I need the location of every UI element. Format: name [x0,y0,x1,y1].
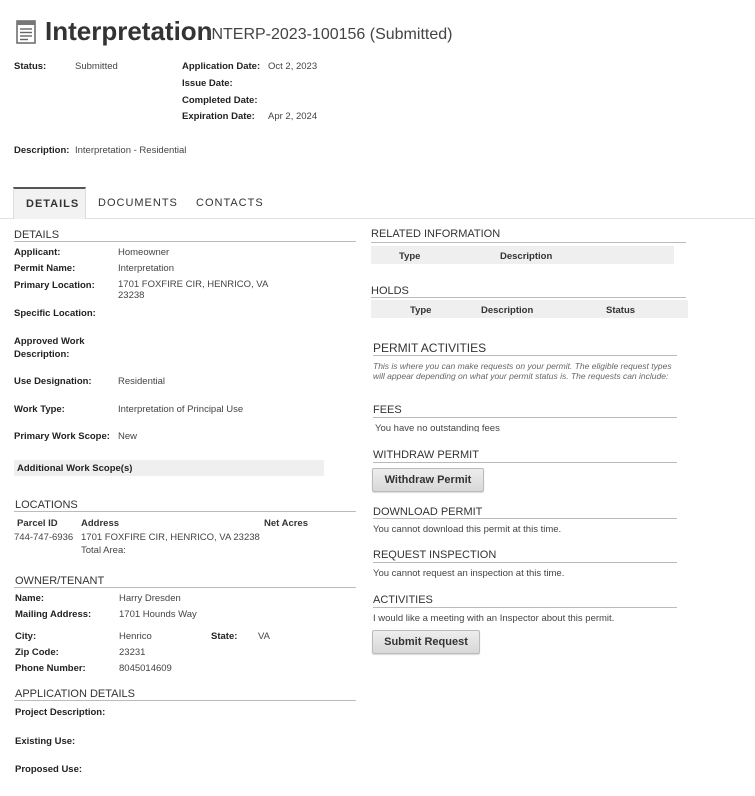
parcel-id-value: 744-747-6936 [14,532,74,543]
page-title: Interpretation [45,16,213,46]
permit-name-value: Interpretation [118,263,174,274]
state-value: VA [258,631,270,642]
expiration-date-value: Apr 2, 2024 [268,111,318,122]
tab-contacts[interactable]: CONTACTS [196,197,264,209]
specific-location-label: Specific Location: [14,308,96,319]
work-type-value: Interpretation of Principal Use [118,404,244,415]
submit-request-button[interactable]: Submit Request [372,630,480,654]
holds-col-type: Type [410,305,432,316]
related-heading-wrap [371,229,500,241]
primary-location-line2-wrap [118,290,144,299]
phone-label: Phone Number: [15,663,86,674]
status-value: Submitted [75,61,118,72]
use-designation-value: Residential [118,376,165,387]
activities-heading: ACTIVITIES [373,594,433,606]
inspection-heading: REQUEST INSPECTION [373,549,497,561]
applicant-label: Applicant: [14,247,61,258]
tab-documents[interactable]: DOCUMENTS [98,197,178,209]
approved-work-label-2: Description: [14,349,70,360]
locations-rule [14,511,356,512]
zip-value: 23231 [119,647,146,658]
work-type-label: Work Type: [14,404,65,415]
application-details-rule [14,700,356,701]
primary-work-scope-value: New [118,431,138,442]
col-address: Address [81,518,120,529]
location-address-value: 1701 FOXFIRE CIR, HENRICO, VA 23238 [81,532,260,543]
permit-activities-rule [373,355,677,356]
approved-work-label-1: Approved Work [14,336,85,347]
description-label: Description: [14,145,70,156]
locations-heading: LOCATIONS [15,499,78,511]
permit-number: INTERP-2023-100156 (Submitted) [207,26,453,43]
document-icon [16,20,36,44]
holds-heading: HOLDS [371,285,409,297]
tab-details[interactable]: DETAILS [13,187,86,219]
fees-heading: FEES [373,404,402,416]
description-value: Interpretation - Residential [75,145,187,156]
download-text: You cannot download this permit at this time. [373,524,562,535]
col-net-acres: Net Acres [264,518,309,529]
permit-activities-heading: PERMIT ACTIVITIES [373,341,487,355]
related-rule [371,242,686,243]
issue-date-label: Issue Date: [182,78,233,89]
zip-label: Zip Code: [15,647,59,658]
city-value: Henrico [119,631,152,642]
related-col-description: Description [500,251,553,262]
holds-col-description: Description [481,305,534,316]
holds-rule [371,297,686,298]
owner-name-label: Name: [15,593,45,604]
city-label: City: [15,631,37,642]
phone-value: 8045014609 [119,663,172,674]
withdraw-rule [373,462,677,463]
col-parcel-id: Parcel ID [17,518,58,529]
owner-heading: OWNER/TENANT [15,575,105,587]
proposed-use-label: Proposed Use: [15,764,83,775]
application-date-value: Oct 2, 2023 [268,61,318,72]
download-rule [373,518,677,519]
owner-rule [14,587,356,588]
applicant-value: Homeowner [118,247,170,258]
state-label: State: [211,631,238,642]
primary-location-line1: 1701 FOXFIRE CIR, HENRICO, VA [118,279,269,290]
details-heading: DETAILS [14,229,60,241]
withdraw-permit-button[interactable]: Withdraw Permit [372,468,484,492]
fees-text: You have no outstanding fees [375,423,500,432]
fees-rule [373,417,677,418]
primary-work-scope-label: Primary Work Scope: [14,431,110,442]
primary-location-line2: 23238 [118,290,145,299]
mailing-address-label: Mailing Address: [15,609,92,620]
application-details-heading: APPLICATION DETAILS [15,688,136,700]
activities-rule [373,607,677,608]
details-rule [14,241,356,242]
status-label: Status: [14,61,47,72]
inspection-rule [373,562,677,563]
expiration-date-label: Expiration Date: [182,111,255,122]
application-date-label: Application Date: [182,61,261,72]
owner-name-value: Harry Dresden [119,593,181,604]
fees-text-wrap [375,423,500,432]
related-col-type: Type [399,251,421,262]
permit-name-label: Permit Name: [14,263,76,274]
use-designation-label: Use Designation: [14,376,92,387]
mailing-address-value: 1701 Hounds Way [119,609,197,620]
permit-activities-intro: This is where you can make requests on your permit. The eligible request types will appear depending on what your permit status is. The requests can include: [373,361,672,381]
project-description-label: Project Description: [15,707,106,718]
withdraw-heading: WITHDRAW PERMIT [373,449,479,461]
existing-use-label: Existing Use: [15,736,76,747]
activities-text: I would like a meeting with an Inspector about this permit. [373,613,615,624]
completed-date-label: Completed Date: [182,95,258,106]
additional-work-scope-label: Additional Work Scope(s) [17,463,133,474]
inspection-text: You cannot request an inspection at this time. [373,568,565,579]
holds-col-status: Status [606,305,636,316]
total-area-label: Total Area: [81,545,126,556]
primary-location-label: Primary Location: [14,280,95,291]
related-heading: RELATED INFORMATION [371,229,501,240]
download-heading: DOWNLOAD PERMIT [373,506,483,518]
